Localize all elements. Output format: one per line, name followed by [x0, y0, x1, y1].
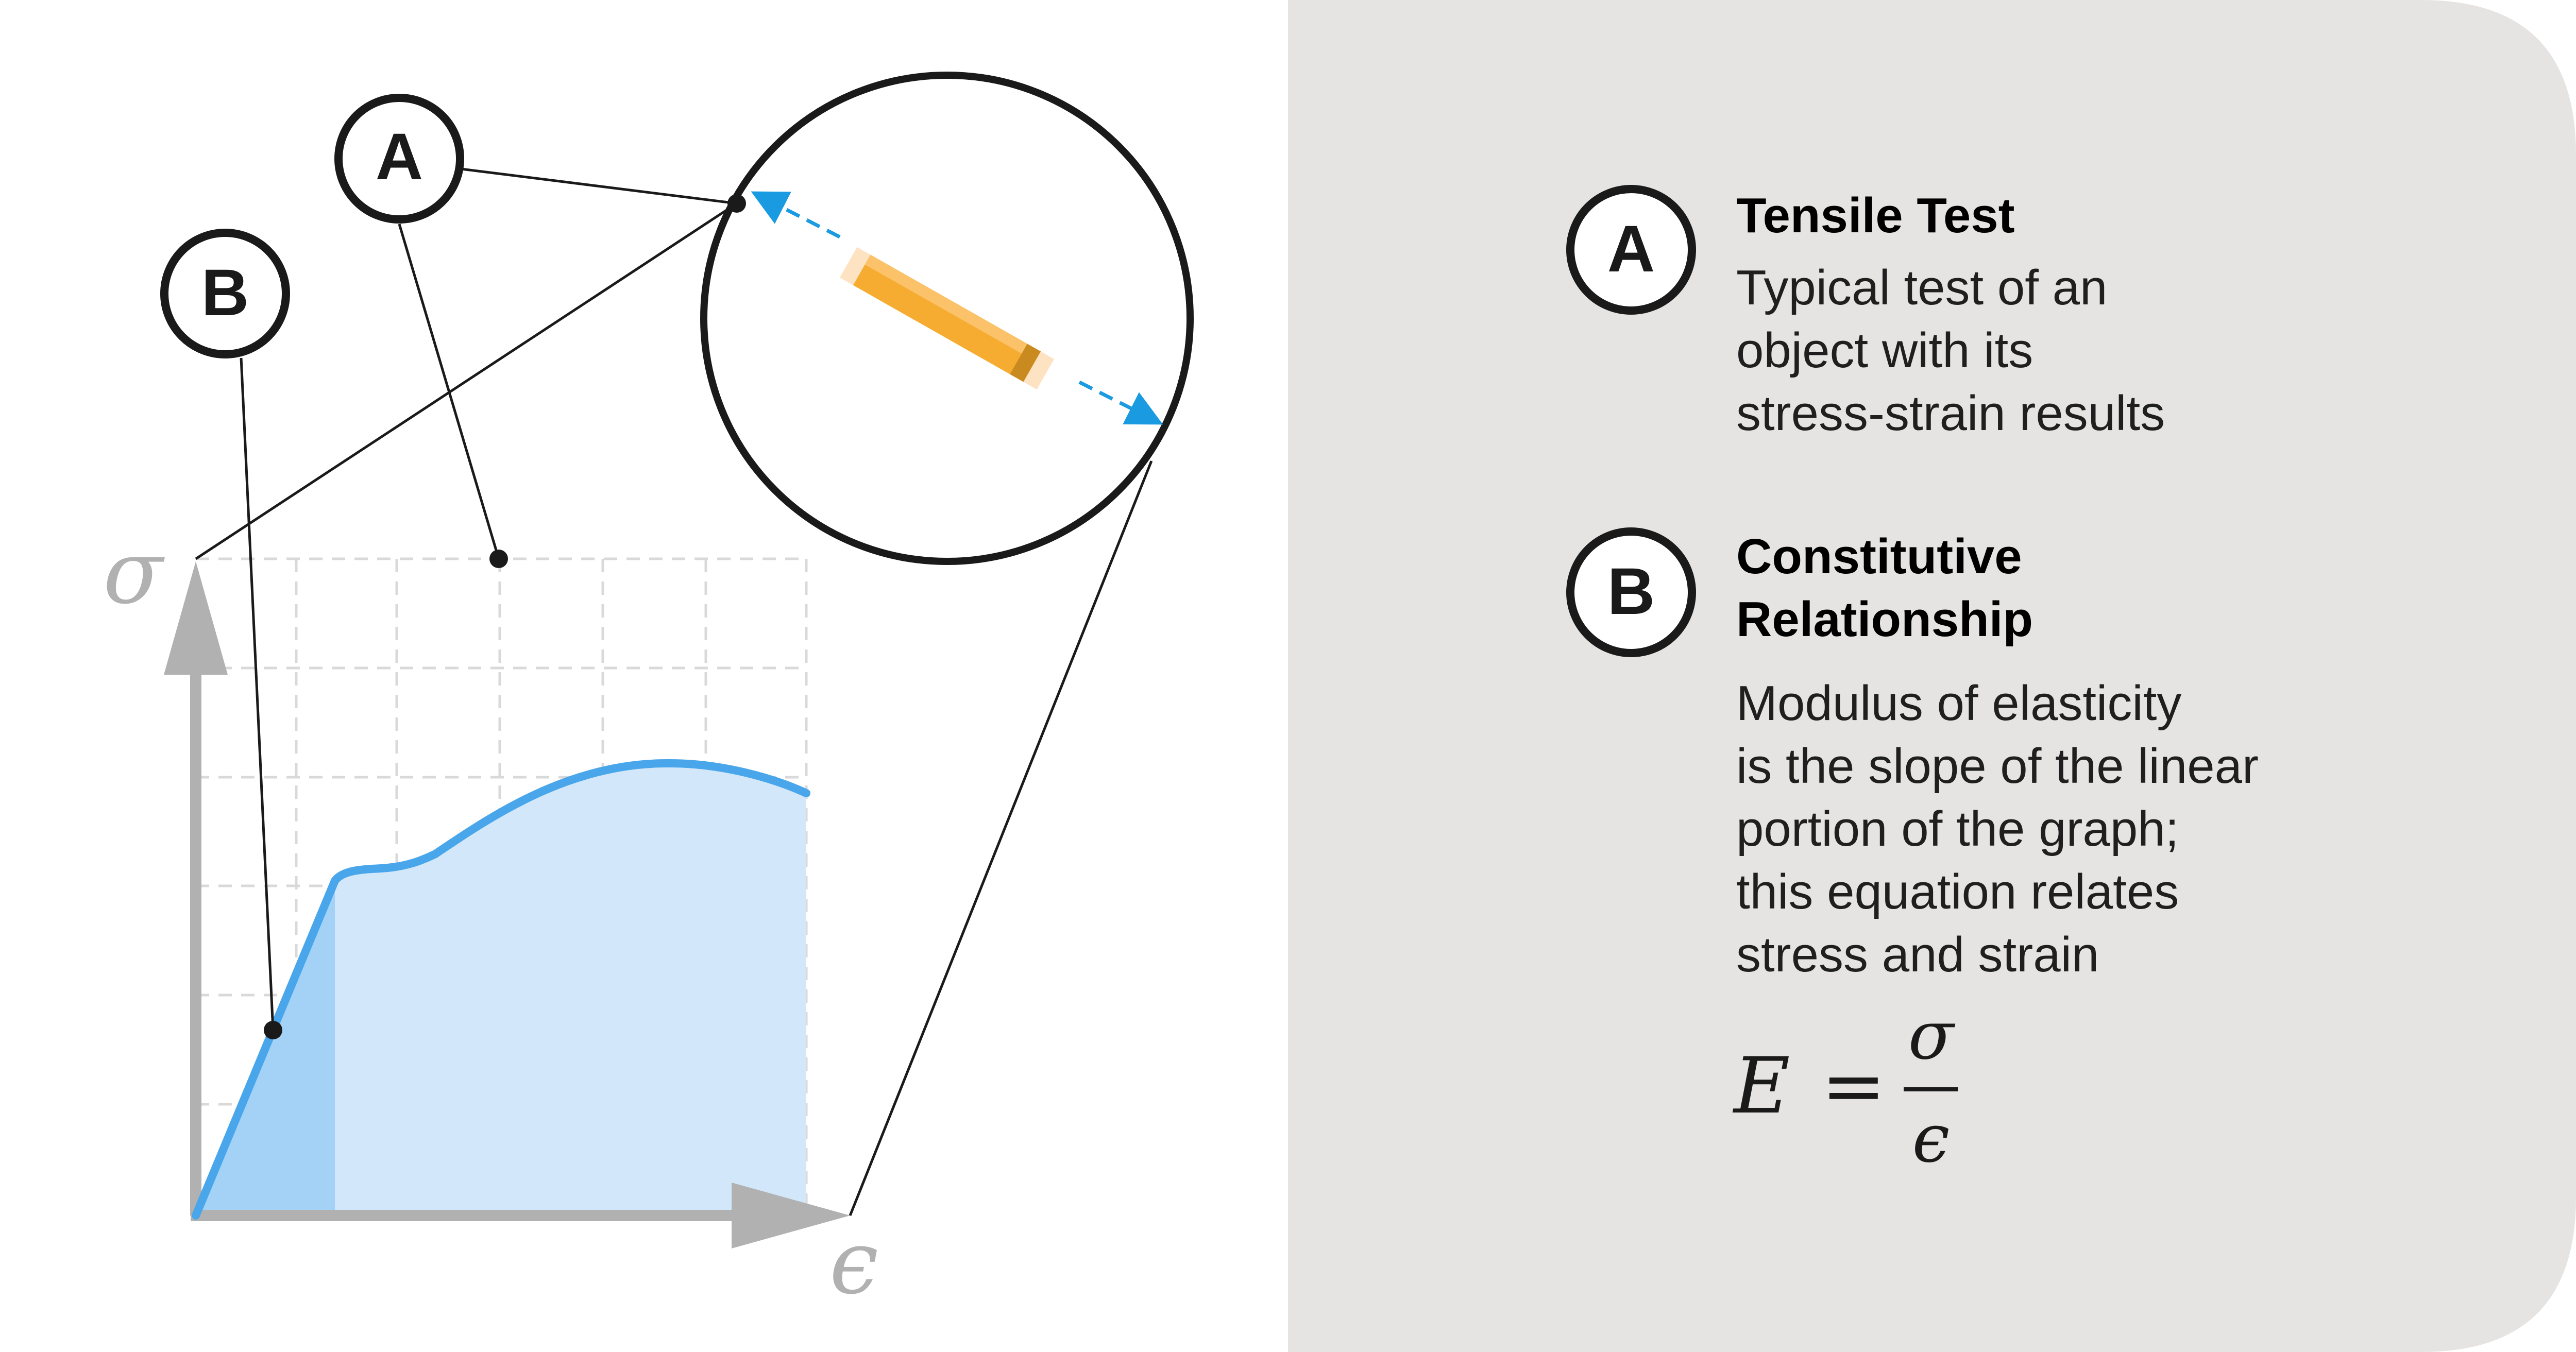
legend-a-title: [1736, 184, 2458, 247]
legend-b-desc-line: Modulus of elasticity: [1736, 676, 2182, 731]
callout-a-badge: [338, 98, 460, 219]
legend-a-letter: A: [1607, 212, 1655, 286]
equation-numerator: σ: [1908, 996, 1954, 1074]
legend-b-desc-line: portion of the graph;: [1736, 801, 2179, 857]
equation-equals: =: [1821, 1041, 1886, 1131]
legend-b-desc-line: this equation relates: [1736, 864, 2179, 919]
tensile-test-magnifier: [704, 75, 1190, 561]
legend-b-title: [1736, 525, 2458, 651]
legend-a-desc-line: stress-strain results: [1736, 386, 2165, 441]
legend-b-desc-line: is the slope of the linear: [1736, 739, 2259, 794]
x-axis-label: ϵ: [829, 1212, 879, 1314]
y-axis-label: σ: [103, 522, 163, 624]
legend-a-badge: [1570, 189, 1692, 311]
legend-b-title-line: Constitutive: [1736, 529, 2022, 584]
legend-b-title-line: Relationship: [1736, 592, 2033, 647]
legend-b-description: [1736, 672, 2458, 986]
legend-a-desc-line: Typical test of an: [1736, 260, 2108, 315]
legend-b-desc-line: stress and strain: [1736, 927, 2099, 982]
legend-b-badge: [1570, 532, 1692, 653]
legend-a-desc-line: object with its: [1736, 323, 2033, 378]
equation-denominator: ϵ: [1912, 1099, 1950, 1177]
callout-a-letter: A: [375, 120, 423, 194]
callout-b-badge: [164, 233, 286, 354]
equation-lhs: E: [1734, 1041, 1790, 1131]
legend-a-description: [1736, 256, 2458, 445]
callout-b-letter: B: [201, 256, 249, 330]
legend-a-title-line: Tensile Test: [1736, 188, 2015, 243]
legend-b-letter: B: [1607, 555, 1655, 628]
